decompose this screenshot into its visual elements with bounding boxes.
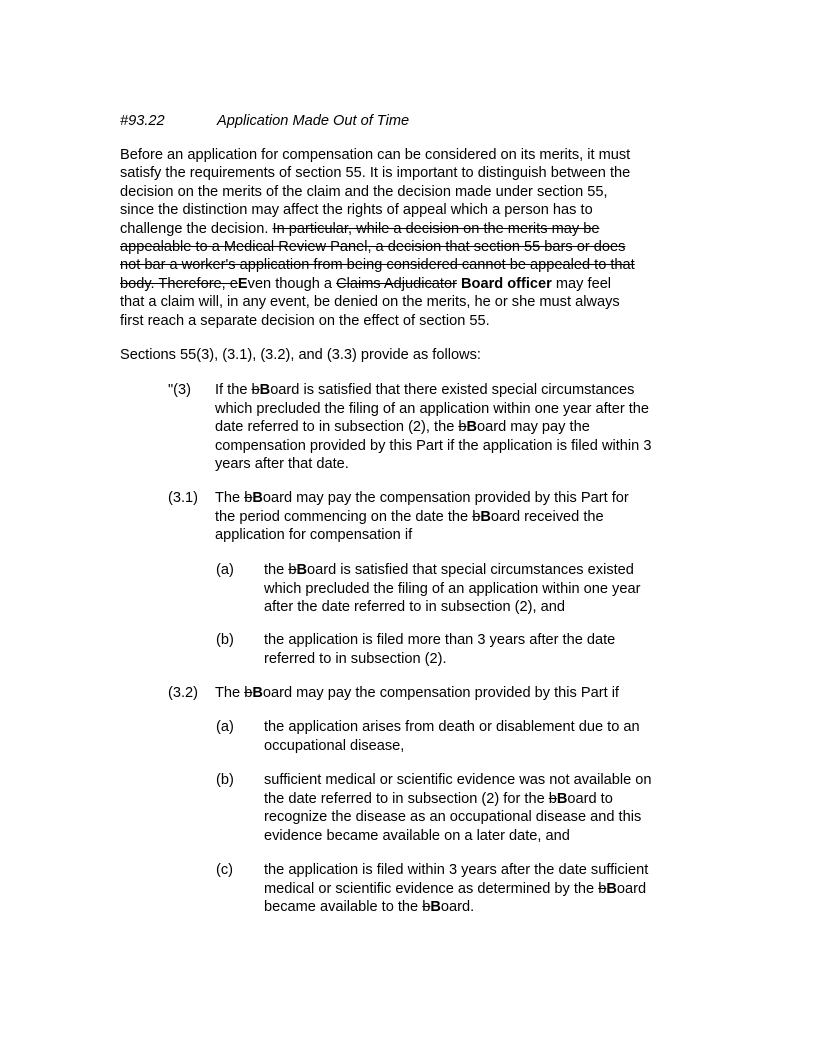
text-line (215, 381, 651, 400)
text-line (264, 771, 651, 790)
text-run: The (215, 685, 245, 701)
text-run: the application is filed within 3 years after the date sufficient (264, 862, 649, 878)
text-line (264, 827, 651, 846)
deleted-text: appealable to a Medical Review Panel, a decision that section 55 bars or does (120, 239, 626, 256)
text-line (215, 489, 629, 508)
text-run: the application is filed more than 3 years after the date (264, 632, 616, 648)
text-line (120, 256, 700, 274)
sections-intro-text: Sections 55(3), (3.1), (3.2), and (3.3) provide as follows: (120, 347, 481, 363)
text-run: compensation provided by this Part if the application is filed within 3 (215, 437, 652, 454)
text-line (264, 790, 651, 809)
text-line (215, 508, 629, 527)
deleted-text: b (548, 790, 557, 807)
text-line (215, 437, 651, 456)
clause-label: (b) (216, 632, 234, 648)
text-run: decision on the merits of the claim and the decision made under section 55, (120, 183, 608, 200)
text-line (264, 650, 615, 669)
deleted-text: body. Therefore, e (120, 275, 238, 292)
text-run: oard may pay the (477, 419, 590, 436)
text-line (120, 293, 700, 311)
text-line (120, 238, 700, 256)
text-run: satisfy the requirements of section 55. It is important to distinguish between the (120, 165, 631, 182)
deleted-text: In particular, while a decision on the merits may be (272, 220, 600, 237)
text-run: oard may pay the compensation provided by this Part if (262, 685, 619, 701)
text-line (215, 418, 651, 437)
text-line (264, 880, 648, 899)
text-run: oard is satisfied that special circumstances existed (307, 562, 634, 578)
clause-text (264, 561, 640, 617)
text-line (264, 580, 640, 599)
text-run: ven though a (247, 275, 337, 292)
clause-text (264, 861, 648, 917)
clause-label: (a) (216, 562, 234, 578)
deleted-text: b (288, 562, 297, 578)
inserted-text: B (252, 685, 263, 701)
deleted-text: b (458, 419, 467, 436)
text-run: recognize the disease as an occupational disease and this (264, 809, 642, 826)
inserted-text: B (606, 880, 617, 897)
text-line (120, 164, 700, 182)
provision-label: (3.1) (168, 490, 199, 506)
provision-label: "(3) (168, 382, 192, 398)
provision-text (215, 684, 619, 703)
text-line (264, 598, 640, 617)
text-line (120, 312, 700, 330)
text-run: first reach a separate decision on the effect of section 55. (120, 312, 490, 329)
text-line (215, 400, 651, 419)
deleted-text: b (244, 490, 253, 506)
provision-text (215, 381, 651, 474)
text-run: years after that date. (215, 456, 349, 473)
text-line (264, 737, 640, 756)
text-run: oard is satisfied that there existed special circumstances (270, 382, 635, 398)
inserted-text: B (259, 382, 271, 398)
text-run: oard (616, 880, 647, 897)
text-line (120, 183, 700, 201)
text-run: sufficient medical or scientific evidence was not available on (264, 772, 652, 788)
section-heading (120, 112, 409, 130)
text-line (215, 455, 651, 474)
text-run: oard may pay the compensation provided by this Part for (262, 490, 629, 506)
deleted-text: b (472, 508, 481, 525)
text-line (120, 201, 700, 219)
text-run: application for compensation if (215, 527, 413, 544)
text-line (120, 220, 700, 238)
text-run: since the distinction may affect the rights of appeal which a person has to (120, 202, 593, 219)
text-run: date referred to in subsection (2), the (215, 419, 459, 436)
intro-paragraph (120, 146, 700, 330)
sections-intro (120, 346, 700, 364)
provision-label: (3.2) (168, 685, 199, 701)
deleted-text: b (244, 685, 253, 701)
text-line (264, 718, 640, 737)
text-run: oard to (567, 790, 613, 807)
deleted-text: b (598, 880, 607, 897)
inserted-text: B (252, 490, 263, 506)
text-line (215, 684, 619, 703)
clause-label: (c) (216, 862, 234, 878)
text-run: Before an application for compensation can be considered on its merits, it must (120, 147, 631, 163)
provision-text (215, 489, 629, 545)
text-run: oard received the (490, 508, 604, 525)
text-run: If the (215, 382, 252, 398)
text-line (120, 146, 700, 164)
clause-text (264, 631, 615, 668)
clause-text (264, 771, 651, 845)
text-run: the period commencing on the date the (215, 508, 473, 525)
inserted-text: B (480, 508, 491, 525)
clause-label: (a) (216, 719, 234, 735)
text-run: the application arises from death or disablement due to an (264, 719, 640, 735)
inserted-text: E (237, 275, 248, 292)
text-line (264, 861, 648, 880)
text-run: The (215, 490, 245, 506)
text-run: which precluded the filing of an application within one year after the (215, 400, 650, 417)
text-line (264, 808, 651, 827)
deleted-text: not bar a worker's application from being considered cannot be appealed to that (120, 257, 635, 274)
text-run: the (264, 562, 289, 578)
deleted-text: b (251, 382, 260, 398)
text-run: occupational disease, (264, 737, 405, 754)
text-run: the date referred to in subsection (2) for the (264, 790, 549, 807)
clause-label: (b) (216, 772, 234, 788)
text-run: may feel (551, 275, 612, 292)
deleted-text: b (422, 899, 431, 916)
text-run: oard. (440, 899, 475, 916)
text-run: referred to in subsection (2). (264, 650, 447, 667)
inserted-text: B (430, 899, 441, 916)
text-run: which precluded the filing of an application within one year (264, 580, 641, 597)
text-run: medical or scientific evidence as determined by the (264, 880, 599, 897)
clause-text (264, 718, 640, 755)
text-run: after the date referred to in subsection (2), and (264, 599, 565, 616)
inserted-text: B (296, 562, 308, 578)
section-title: Application Made Out of Time (217, 113, 410, 129)
text-line (264, 561, 640, 580)
text-line (264, 898, 648, 917)
text-line (120, 275, 700, 293)
deleted-text: Claims Adjudicator (336, 275, 457, 292)
inserted-text: Board officer (461, 275, 552, 292)
text-line (215, 526, 629, 545)
text-line (264, 631, 615, 650)
inserted-text: B (556, 790, 568, 807)
section-number: #93.22 (120, 113, 165, 129)
text-run: that a claim will, in any event, be denied on the merits, he or she must always (120, 294, 620, 311)
text-run: challenge the decision. (120, 220, 273, 237)
text-run: evidence became available on a later date, and (264, 827, 570, 844)
inserted-text: B (466, 419, 478, 436)
text-run: became available to the (264, 899, 423, 916)
